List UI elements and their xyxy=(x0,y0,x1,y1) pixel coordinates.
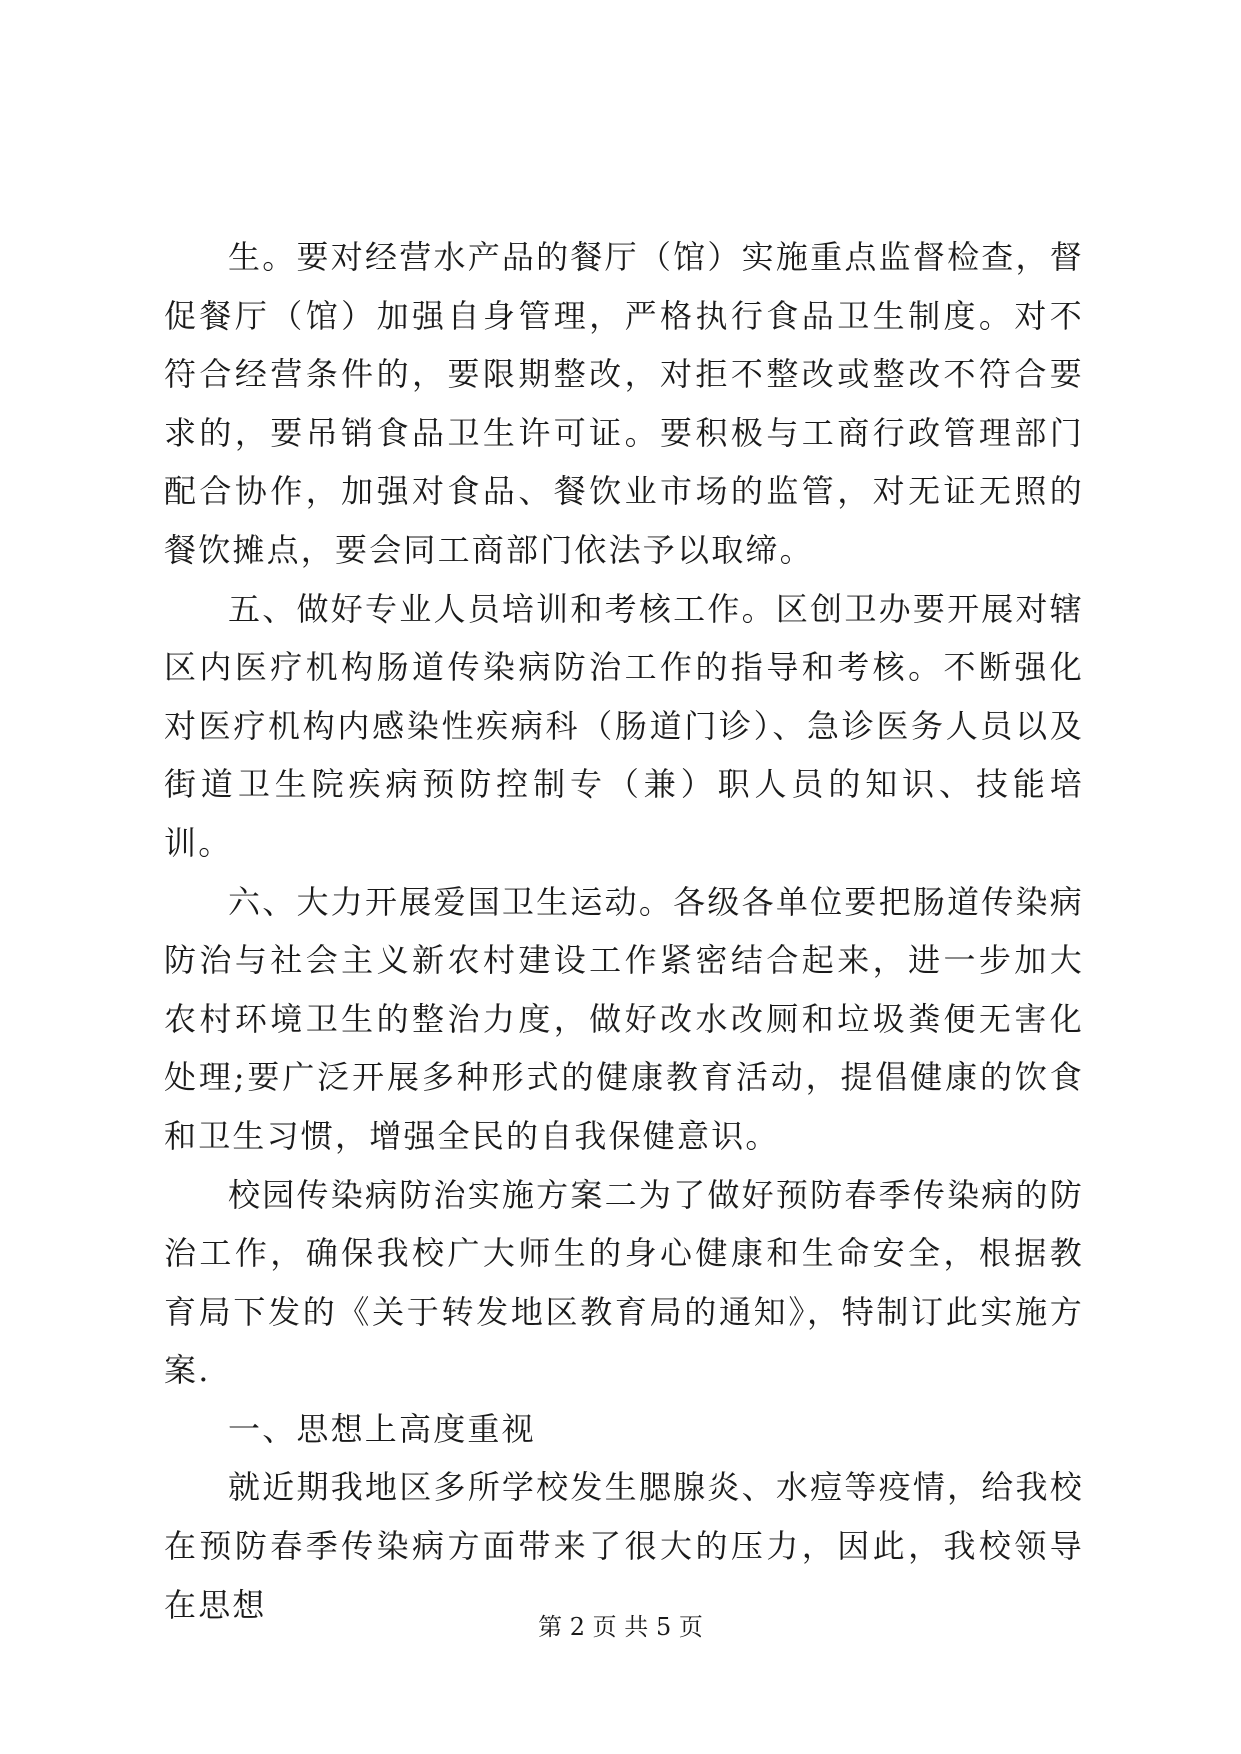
paragraph-food-supervision: 生。要对经营水产品的餐厅（馆）实施重点监督检查，督促餐厅（馆）加强自身管理，严格执行食品卫生制度。对不符合经营条件的，要限期整改，对拒不整改或整改不符合要求的，要吊销食品卫生许可证。要积极与工商行政管理部门配合协作，加强对食品、餐饮业市场的监管，对无证无照的餐饮摊点，要会同工商部门依法予以取缔。 xyxy=(164,238,1084,569)
paragraph-heading-one: 一、思想上高度重视 xyxy=(228,1409,536,1448)
document-body xyxy=(164,228,1084,1634)
paragraph-epidemic-context: 就近期我地区多所学校发生腮腺炎、水痘等疫情，给我校在预防春季传染病方面带来了很大的压力，因此，我校领导在思想 xyxy=(164,1468,1084,1624)
page-number-footer: 第 2 页 共 5 页 xyxy=(538,1613,703,1641)
paragraph-plan-two-intro: 校园传染病防治实施方案二为了做好预防春季传染病的防治工作，确保我校广大师生的身心健康和生命安全，根据教育局下发的《关于转发地区教育局的通知》，特制订此实施方案. xyxy=(164,1175,1084,1390)
paragraph-section-five: 五、做好专业人员培训和考核工作。区创卫办要开展对辖区内医疗机构肠道传染病防治工作的指导和考核。不断强化对医疗机构内感染性疾病科（肠道门诊）、急诊医务人员以及街道卫生院疾病预防控制专（兼）职人员的知识、技能培训。 xyxy=(164,589,1084,862)
paragraph-section-six: 六、大力开展爱国卫生运动。各级各单位要把肠道传染病防治与社会主义新农村建设工作紧密结合起来，进一步加大农村环境卫生的整治力度，做好改水改厕和垃圾粪便无害化处理;要广泛开展多种形式的健康教育活动，提倡健康的饮食和卫生习惯，增强全民的自我保健意识。 xyxy=(164,882,1084,1155)
